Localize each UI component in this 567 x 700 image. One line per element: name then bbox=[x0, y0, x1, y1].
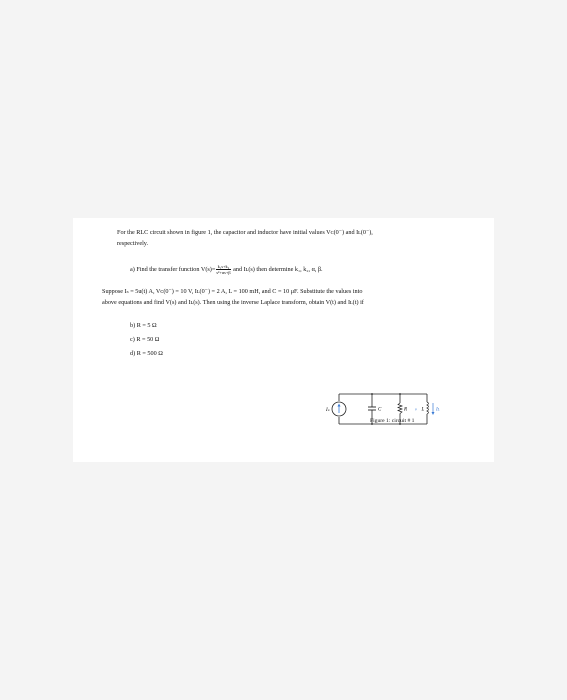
resistor-icon bbox=[398, 403, 402, 414]
part-a-prefix: a) Find the transfer function V(s)= bbox=[130, 265, 216, 273]
source-arrow-icon bbox=[338, 404, 341, 407]
suppose-line-1: Suppose Iₛ = 5u(t) A, Vᴄ(0⁻) = 10 V, Iʟ(0⁻) = 2 A, L = 100 mH, and C = 10 μF. Substitute the values into bbox=[102, 288, 363, 295]
fraction-denominator: s²+αs+β bbox=[216, 270, 231, 275]
inductor-current-arrow-icon bbox=[432, 412, 435, 415]
figure-caption: Figure 1: circuit # 1 bbox=[370, 418, 415, 424]
inductor-current-label: Iʟ bbox=[436, 407, 440, 413]
item-d: d) R = 500 Ω bbox=[130, 350, 163, 357]
suppose-line-2: above equations and find V(s) and Iʟ(s). Then using the inverse Laplace transform, obtain V(t) and Iʟ(t) if bbox=[102, 299, 364, 306]
rlc-circuit-diagram bbox=[315, 388, 460, 432]
capacitor-label: C bbox=[378, 407, 382, 413]
inductor-label: L bbox=[421, 407, 425, 413]
resistor-label: R bbox=[404, 407, 408, 413]
intro-line-1: For the RLC circuit shown in figure 1, the capacitor and inductor have initial values Vᴄ(0⁻) and Iʟ(0⁻), bbox=[117, 229, 373, 236]
item-b: b) R = 5 Ω bbox=[130, 322, 157, 329]
part-a bbox=[130, 264, 323, 275]
part-a-suffix: and Iʟ(s) then determine k₁, k₂, α, β. bbox=[231, 265, 323, 273]
intro-line-2: respectively. bbox=[117, 240, 149, 247]
voltage-label: v bbox=[415, 406, 417, 412]
transfer-fraction bbox=[216, 264, 230, 275]
item-c: c) R = 50 Ω bbox=[130, 336, 160, 343]
document-page bbox=[73, 218, 494, 462]
source-label: Iₛ bbox=[326, 408, 330, 413]
inductor-icon bbox=[427, 402, 429, 414]
fraction-numerator: k₁s+k₂ bbox=[217, 264, 230, 269]
